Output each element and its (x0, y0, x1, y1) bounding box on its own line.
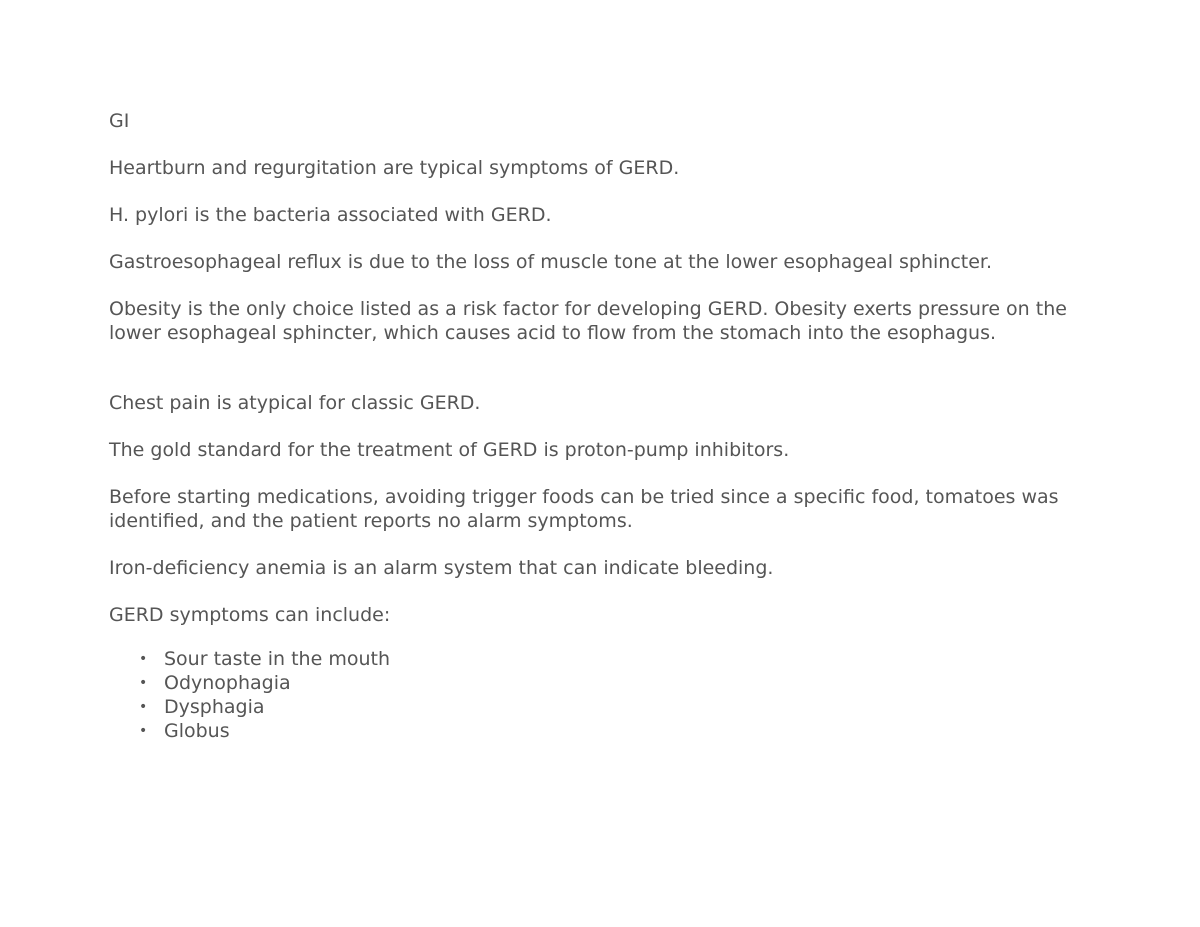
document-title: GI (109, 110, 130, 132)
paragraph-chest-pain: Chest pain is atypical for classic GERD. (109, 392, 481, 414)
list-item-text: Odynophagia (164, 672, 291, 694)
document-page (109, 109, 1099, 743)
list-item (109, 647, 1099, 671)
paragraph-typical-symptoms: Heartburn and regurgitation are typical symptoms of GERD. (109, 157, 680, 179)
paragraph-obesity-risk: Obesity is the only choice listed as a risk factor for developing GERD. Obesity exerts pressure on the lower esophageal sphincter, which causes acid to flow from the stomach into the esophagus. (109, 298, 1067, 344)
list-item (109, 671, 1099, 695)
bullet-icon: • (139, 651, 148, 667)
paragraph-gold-standard: The gold standard for the treatment of GERD is proton-pump inhibitors. (109, 439, 790, 461)
paragraph-trigger-foods: Before starting medications, avoiding trigger foods can be tried since a specific food, tomatoes was identified, and the patient reports no alarm symptoms. (109, 486, 1059, 532)
list-item (109, 719, 1099, 743)
symptom-list (109, 647, 1099, 743)
bullet-icon: • (139, 699, 148, 715)
paragraph-h-pylori: H. pylori is the bacteria associated with GERD. (109, 204, 552, 226)
list-item (109, 695, 1099, 719)
list-item-text: Dysphagia (164, 696, 265, 718)
list-item-text: Sour taste in the mouth (164, 648, 390, 670)
paragraph-iron-deficiency: Iron-deficiency anemia is an alarm system that can indicate bleeding. (109, 557, 774, 579)
bullet-icon: • (139, 675, 148, 691)
list-item-text: Globus (164, 720, 230, 742)
paragraph-reflux-cause: Gastroesophageal reflux is due to the loss of muscle tone at the lower esophageal sphincter. (109, 251, 993, 273)
paragraph-symptoms-intro: GERD symptoms can include: (109, 604, 391, 626)
bullet-icon: • (139, 723, 148, 739)
